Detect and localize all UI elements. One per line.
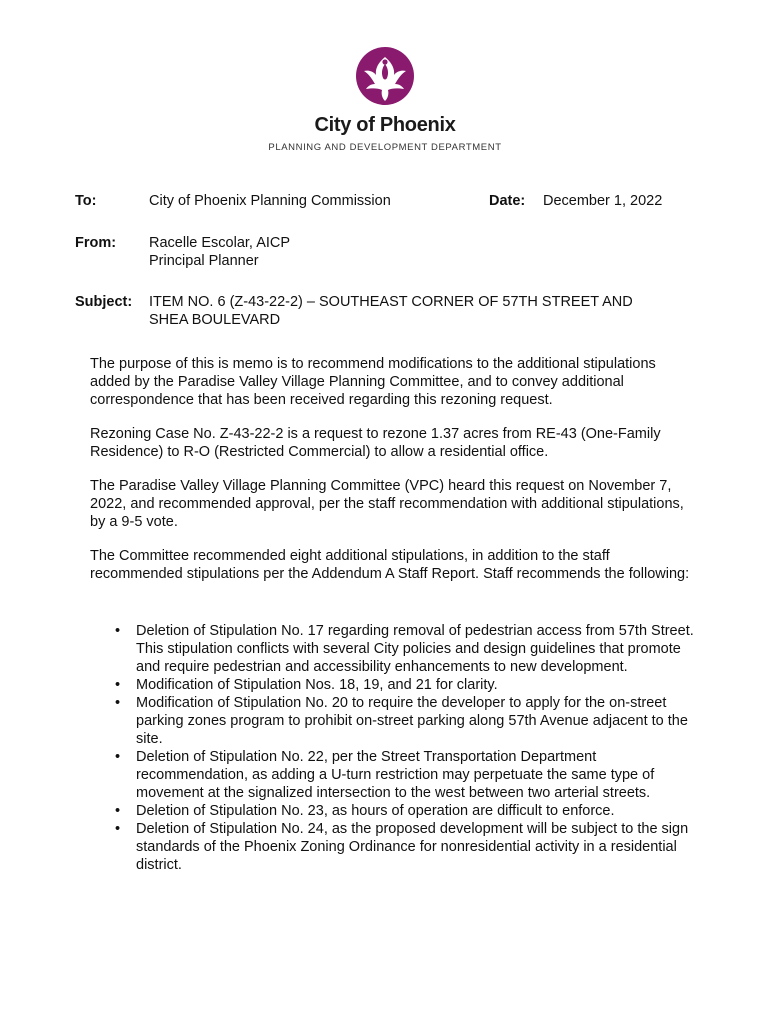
paragraph-committee-recommendations: The Committee recommended eight additional stipulations, in addition to the staff recommended stipulations per the Addendum A Staff Report. Staff recommends the following: (90, 548, 690, 582)
subject-label: Subject: (75, 294, 133, 310)
phoenix-head (382, 59, 387, 64)
from-title: Principal Planner (149, 253, 259, 269)
department-name: PLANNING AND DEVELOPMENT DEPARTMENT (268, 142, 502, 153)
from-label: From: (75, 235, 117, 251)
paragraph-rezoning-case: Rezoning Case No. Z-43-22-2 is a request to rezone 1.37 acres from RE-43 (One-Family Residence) to R-O (Restricted Commercial) to allow a residential office. (90, 426, 661, 460)
date-label: Date: (489, 193, 526, 209)
to-value: City of Phoenix Planning Commission (149, 193, 391, 209)
memo-body (90, 355, 700, 599)
list-item: • Modification of Stipulation No. 20 to require the developer to apply for the on-street parking zones program to prohibit on-street parking along 57th Avenue adjacent to the site. (113, 694, 703, 748)
to-label: To: (75, 193, 97, 209)
from-name: Racelle Escolar, AICP (149, 235, 291, 251)
list-item: • Deletion of Stipulation No. 24, as the proposed development will be subject to the sign standards of the Phoenix Zoning Ordinance for nonresidential activity in a residential district. (113, 820, 703, 874)
paragraph-vpc-hearing: The Paradise Valley Village Planning Committee (VPC) heard this request on November 7, 2022, and recommended approval, per the staff recommendation with additional stipulations, by a 9-5 vote. (90, 478, 684, 530)
list-item: • Modification of Stipulation Nos. 18, 19, and 21 for clarity. (113, 676, 703, 694)
list-item: • Deletion of Stipulation No. 23, as hours of operation are difficult to enforce. (113, 802, 703, 820)
phoenix-bird-logo (353, 44, 417, 108)
stipulation-list (113, 622, 703, 874)
list-item: • Deletion of Stipulation No. 22, per the Street Transportation Department recommendation, as adding a U-turn restriction may perpetuate the same type of movement at the signalized intersection to the west between two arterial streets. (113, 748, 703, 802)
letterhead-logo (0, 44, 770, 108)
date-value: December 1, 2022 (543, 193, 663, 209)
subject-line-2: SHEA BOULEVARD (149, 312, 281, 328)
paragraph-purpose: The purpose of this is memo is to recommend modifications to the additional stipulations added by the Paradise Valley Village Planning Committee, and to convey additional correspondence that has been received regarding this rezoning request. (90, 356, 656, 408)
city-name: City of Phoenix (314, 114, 456, 136)
list-item: • Deletion of Stipulation No. 17 regarding removal of pedestrian access from 57th Street. This stipulation conflicts with several City policies and design guidelines that promote and require pedestrian and accessibility enhancements to new development. (113, 622, 703, 676)
subject-line-1: ITEM NO. 6 (Z-43-22-2) – SOUTHEAST CORNER OF 57TH STREET AND (149, 294, 633, 310)
